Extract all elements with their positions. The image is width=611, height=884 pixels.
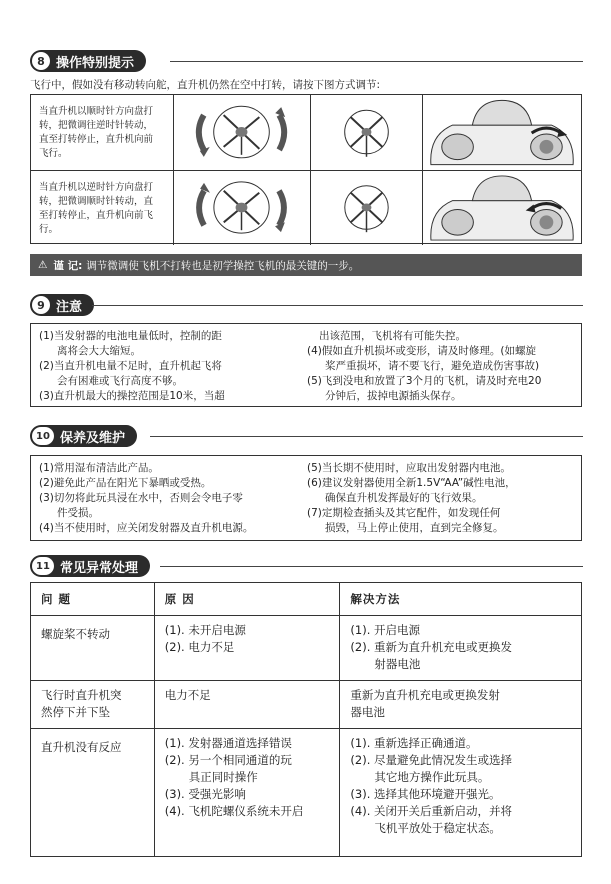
maintenance-left-column xyxy=(39,461,309,536)
section-10-header xyxy=(30,425,137,447)
list-item: (7)定期检查插头及其它配件，如发现任何 损毁，马上停止使用，直到完全修复。 xyxy=(307,507,504,534)
divider xyxy=(92,305,583,306)
list-item: (5)飞到没电和放置了3个月的飞机，请及时充电20 分钟后，拔掉电源插头保存。 xyxy=(307,375,542,402)
problem-cell: 直升机没有反应 xyxy=(31,729,155,857)
section-number: 11 xyxy=(32,557,54,575)
problem-cell: 螺旋桨不转动 xyxy=(31,616,155,681)
intro-text: 飞行中，假如没有移动转向舵，直升机仍然在空中打转，请按下图方式调节: xyxy=(30,79,381,91)
spinning-helicopter-figure xyxy=(174,95,311,170)
section-number: 9 xyxy=(32,296,50,314)
table-row xyxy=(31,170,581,245)
section-11-header xyxy=(30,555,150,577)
stable-helicopter-figure xyxy=(311,171,423,245)
controller-trim-figure xyxy=(423,171,581,245)
section-8-header xyxy=(30,50,146,72)
solution-cell: (1). 开启电源 (2). 重新为直升机充电或更换发 射器电池 xyxy=(340,616,582,681)
trim-adjust-table xyxy=(30,94,582,244)
cause-cell: (1). 发射器通道选择错误 (2). 另一个相同通道的玩 具正同时操作 (3). 受强光影响 (4). 飞机陀螺仪系统未开启 xyxy=(154,729,340,857)
list-item: (5)当长期不使用时，应取出发射器内电池。 xyxy=(307,462,511,474)
list-item: (6)建议发射器使用全新1.5V“AA”碱性电池， 确保直升机发挥最好的飞行效果。 xyxy=(307,477,516,504)
table-row xyxy=(31,681,582,729)
table-row xyxy=(31,616,582,681)
section-title: 保养及维护 xyxy=(60,430,126,446)
controller-trim-figure xyxy=(423,95,581,170)
list-item: (3)直升机最大的操控范围是10米，当超 xyxy=(39,390,225,402)
maintenance-box xyxy=(30,455,582,541)
cause-cell: 电力不足 xyxy=(154,681,340,729)
troubleshooting-table xyxy=(30,582,582,857)
maintenance-right-column xyxy=(307,461,579,536)
list-item: (2)当直升机电量不足时，直升机起飞将 会有困难或飞行高度不够。 xyxy=(39,360,222,387)
warning-label: 谨 记: xyxy=(53,259,83,272)
row-description: 当直升机以顺时针方向盘打 转，把微调往逆时针转动， 直至打转停止，直升机向前 飞行。 xyxy=(31,95,174,170)
solution-cell: 重新为直升机充电或更换发射 器电池 xyxy=(340,681,582,729)
row-description: 当直升机以逆时针方向盘打 转，把微调顺时针转动，直 至打转停止，直升机向前飞 行。 xyxy=(31,171,174,245)
list-item: (2)避免此产品在阳光下暴晒或受热。 xyxy=(39,477,212,489)
column-header: 问 题 xyxy=(31,583,155,616)
stable-helicopter-figure xyxy=(311,95,423,170)
warning-icon: ⚠ xyxy=(38,259,48,271)
notice-right-column xyxy=(307,329,579,404)
section-number: 8 xyxy=(32,52,50,70)
section-title: 操作特别提示 xyxy=(56,55,135,71)
solution-cell: (1). 重新选择正确通道。 (2). 尽量避免此情况发生或选择 其它地方操作此玩具。 (3). 选择其他环境避开强光。 (4). 关闭开关后重新启动，并将 飞机平放处于稳定状态。 xyxy=(340,729,582,857)
list-item: (3)切勿将此玩具浸在水中，否则会令电子零 件受损。 xyxy=(39,492,243,519)
list-item: 出该范围，飞机将有可能失控。 xyxy=(319,330,466,342)
table-header-row xyxy=(31,583,582,616)
list-item: (1)当发射器的电池电量低时，控制的距 离将会大大缩短。 xyxy=(39,330,222,357)
warning-bar xyxy=(30,254,582,276)
notice-left-column xyxy=(39,329,309,404)
section-title: 注意 xyxy=(56,299,83,315)
divider xyxy=(150,436,583,437)
spinning-helicopter-figure xyxy=(174,171,311,245)
list-item: (4)假如直升机损坏或变形，请及时修理。(如螺旋 桨严重损坏，请不要飞行，避免造成伤害事故) xyxy=(307,345,540,372)
column-header: 原 因 xyxy=(154,583,340,616)
divider xyxy=(160,566,583,567)
notice-box xyxy=(30,323,582,407)
table-row xyxy=(31,95,581,170)
list-item: (4)当不使用时，应关闭发射器及直升机电源。 xyxy=(39,522,254,534)
list-item: (1)常用湿布清洁此产品。 xyxy=(39,462,159,474)
divider xyxy=(170,61,583,62)
table-row xyxy=(31,729,582,857)
cause-cell: (1). 未开启电源 (2). 电力不足 xyxy=(154,616,340,681)
problem-cell: 飞行时直升机突 然停下并下坠 xyxy=(31,681,155,729)
section-title: 常见异常处理 xyxy=(60,560,139,576)
section-number: 10 xyxy=(32,427,54,445)
section-9-header xyxy=(30,294,94,316)
warning-text: 调节微调使飞机不打转也是初学操控飞机的最关键的一步。 xyxy=(86,259,360,272)
column-header: 解决方法 xyxy=(340,583,582,616)
